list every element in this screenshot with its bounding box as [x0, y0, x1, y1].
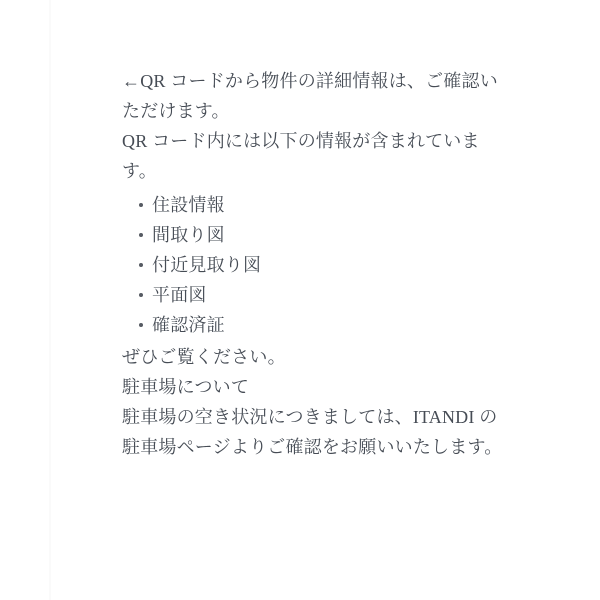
- bullet-icon: [139, 203, 143, 207]
- bullet-icon: [139, 293, 143, 297]
- bullet-icon: [139, 323, 143, 327]
- faint-vertical-divider: [49, 0, 51, 600]
- list-item-label: 付近見取り図: [152, 255, 262, 275]
- list-item-label: 住設情報: [152, 195, 225, 215]
- parking-heading: 駐車場について: [122, 377, 250, 397]
- list-item-label: 平面図: [152, 285, 207, 305]
- list-item: [122, 220, 488, 250]
- qr-contents-line: す。: [122, 161, 157, 181]
- qr-contents-line: QR コード内には以下の情報が含まれていま: [122, 131, 480, 151]
- qr-intro-paragraph: [122, 66, 498, 186]
- qr-intro-line: ただけます。: [122, 101, 230, 121]
- qr-contents-list: [122, 190, 488, 340]
- parking-section: [122, 372, 503, 462]
- parking-info-line: 駐車場ページよりご確認をお願いいたします。: [122, 437, 503, 457]
- list-item: [122, 280, 488, 310]
- list-item: [122, 190, 488, 220]
- bullet-icon: [139, 233, 143, 237]
- bullet-icon: [139, 263, 143, 267]
- list-item: [122, 250, 488, 280]
- qr-intro-line: ←QR コードから物件の詳細情報は、ご確認い: [122, 71, 498, 91]
- list-item-label: 確認済証: [152, 315, 225, 335]
- list-item: [122, 310, 488, 340]
- outro-paragraph: [122, 342, 488, 372]
- list-item-label: 間取り図: [152, 225, 225, 245]
- parking-info-line: 駐車場の空き状況につきましては、ITANDI の: [122, 407, 498, 427]
- outro-line: ぜひご覧ください。: [122, 347, 286, 367]
- property-description: [122, 66, 503, 462]
